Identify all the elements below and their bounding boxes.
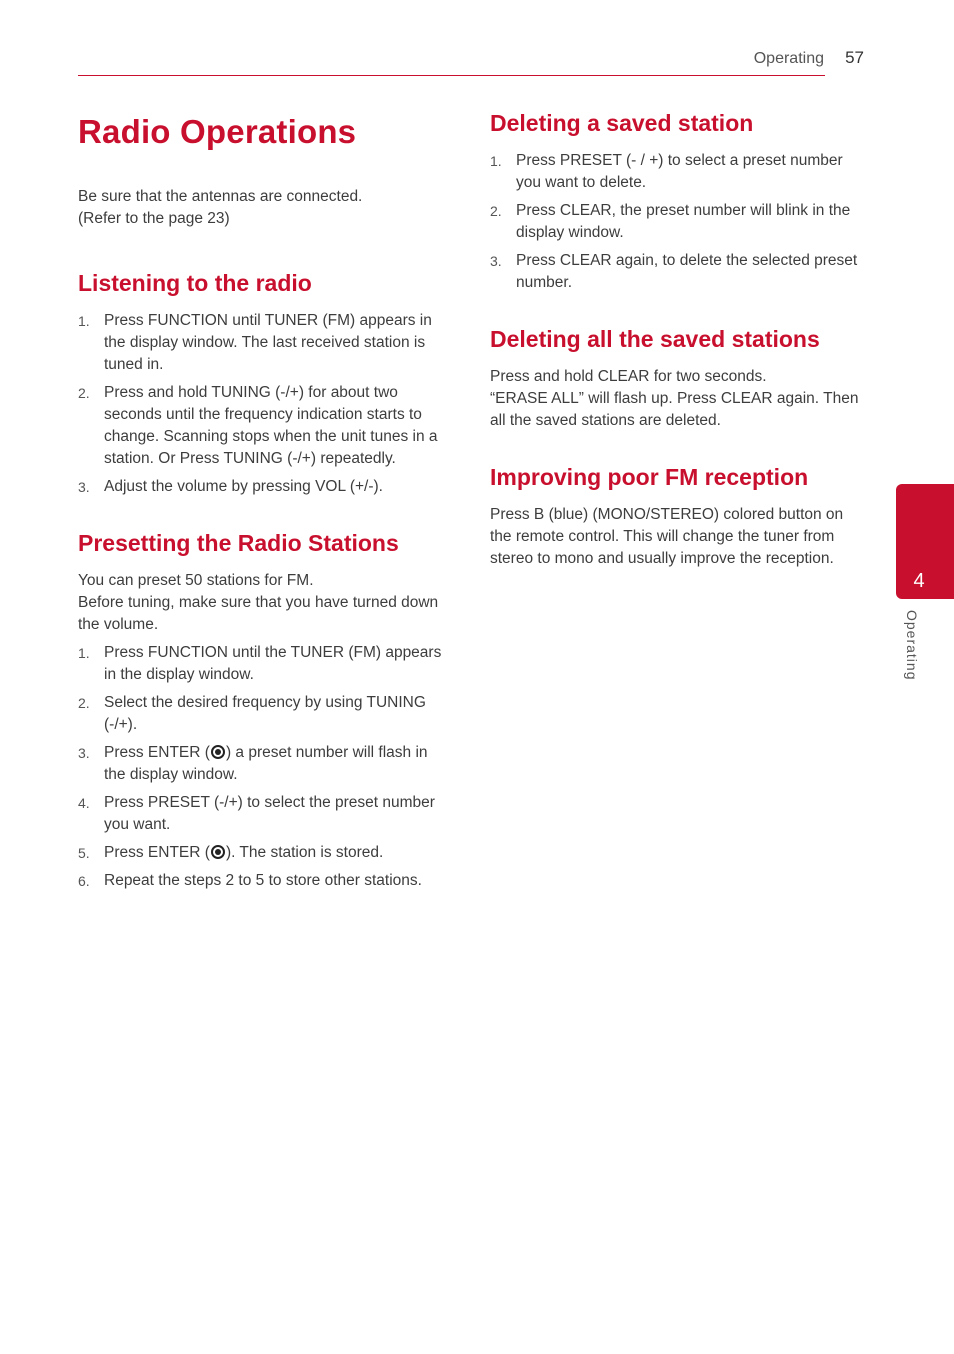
- list-item: 1. Press FUNCTION until the TUNER (FM) appears in the display window.: [78, 644, 442, 683]
- list-item: 2. Press CLEAR, the preset number will blink in the display window.: [490, 202, 851, 241]
- intro-line: Be sure that the antennas are connected.: [78, 188, 363, 205]
- list-item: 2. Press and hold TUNING (-/+) for about two seconds until the frequency indication starts to change. Scanning stops when the unit tunes in a station. Or Press TUNING (-/+) repeatedly.: [78, 384, 438, 467]
- list-item: 5. Press ENTER ( ). The station is stored.: [78, 844, 384, 861]
- listening-steps: [78, 310, 448, 498]
- list-item: 6. Repeat the steps 2 to 5 to store other stations.: [78, 872, 422, 889]
- intro-text: [78, 186, 448, 230]
- body-line: Before tuning, make sure that you have turned down the volume.: [78, 594, 439, 633]
- left-column: [78, 110, 448, 922]
- header-section-label: Operating: [753, 50, 824, 67]
- header-divider: [78, 75, 825, 76]
- section-deleting-one: [490, 108, 865, 294]
- chapter-number: 4: [913, 570, 925, 592]
- right-column: [490, 108, 865, 600]
- list-item: 4. Press PRESET (-/+) to select the preset number you want.: [78, 794, 435, 833]
- page-number: 57: [845, 48, 864, 67]
- page-header: [78, 46, 864, 76]
- list-item: 1. Press FUNCTION until TUNER (FM) appears in the display window. The last received station is tuned in.: [78, 312, 432, 373]
- section-heading: Improving poor FM reception: [490, 464, 809, 490]
- list-item: 1. Press PRESET (- / +) to select a preset number you want to delete.: [490, 152, 843, 191]
- presetting-body: [78, 570, 448, 636]
- body-line: “ERASE ALL” will flash up. Press CLEAR again. Then all the saved stations are deleted.: [490, 390, 859, 429]
- section-heading: Listening to the radio: [78, 270, 312, 296]
- chapter-label: Operating: [904, 610, 920, 681]
- list-item: 2. Select the desired frequency by using TUNING (-/+).: [78, 694, 426, 733]
- body-line: Press and hold CLEAR for two seconds.: [490, 368, 767, 385]
- intro-line: (Refer to the page 23): [78, 210, 230, 227]
- list-item: 3. Press CLEAR again, to delete the selected preset number.: [490, 252, 858, 291]
- list-item: 3. Press ENTER ( ) a preset number will flash in the display window.: [78, 744, 428, 783]
- section-heading: Presetting the Radio Stations: [78, 530, 399, 556]
- page-title: Radio Operations: [78, 113, 357, 150]
- list-item: 3. Adjust the volume by pressing VOL (+/-).: [78, 478, 383, 495]
- section-heading: Deleting all the saved stations: [490, 326, 820, 352]
- section-deleting-all: [490, 324, 865, 432]
- presetting-steps: [78, 642, 448, 892]
- section-listening: [78, 268, 448, 498]
- section-presetting: [78, 528, 448, 892]
- chapter-tab: [896, 484, 954, 599]
- body-line: You can preset 50 stations for FM.: [78, 572, 314, 589]
- enter-icon: [211, 745, 225, 759]
- deleting-one-steps: [490, 150, 865, 294]
- body-text: Press B (blue) (MONO/STEREO) colored button on the remote control. This will change the tuner from stereo to mono and usually improve the reception.: [490, 506, 844, 567]
- section-improving: [490, 462, 865, 570]
- enter-icon: [211, 845, 225, 859]
- section-heading: Deleting a saved station: [490, 110, 754, 136]
